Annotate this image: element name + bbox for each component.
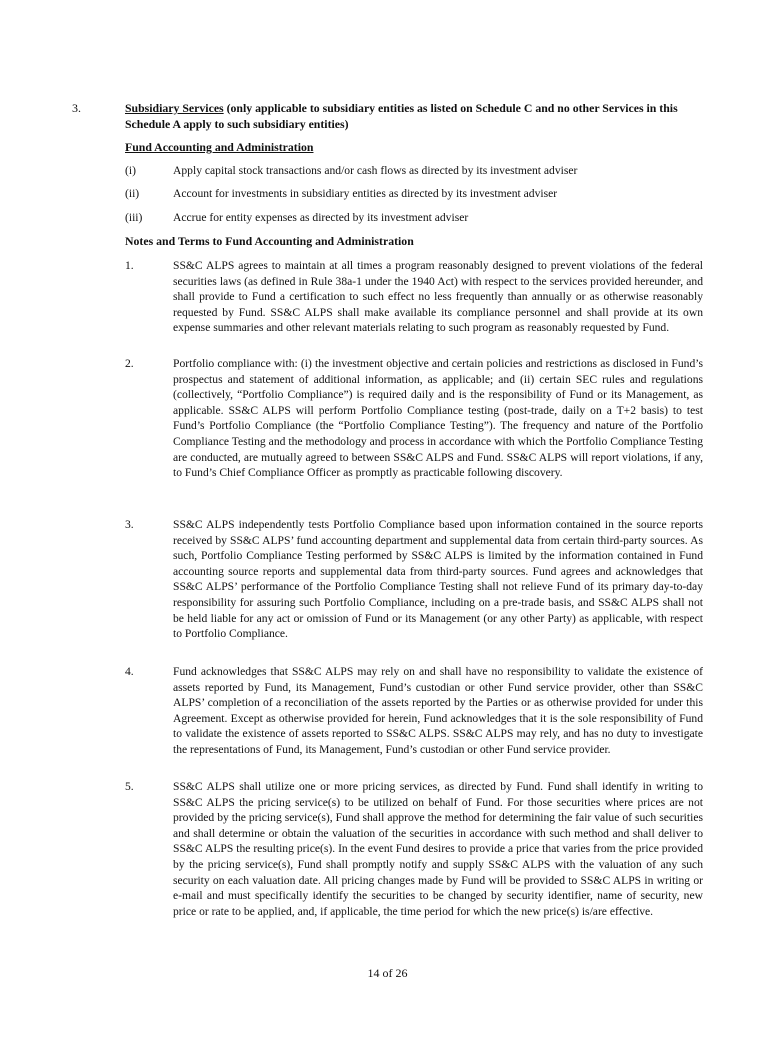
fund-accounting-heading: Fund Accounting and Administration bbox=[125, 140, 314, 154]
note-number: 1. bbox=[125, 259, 134, 272]
list-item-label: (iii) bbox=[125, 211, 143, 224]
list-item-text: Apply capital stock transactions and/or cash flows as directed by its investment adviser bbox=[173, 164, 578, 177]
section-title: Subsidiary Services bbox=[125, 101, 224, 115]
section-title-note: (only applicable to subsidiary entities as listed on Schedule C and no other Services in this Schedule A apply to such subsidiary entities) bbox=[125, 101, 678, 131]
notes-heading: Notes and Terms to Fund Accounting and Administration bbox=[125, 234, 414, 248]
note-number: 2. bbox=[125, 357, 134, 370]
section-heading bbox=[125, 101, 705, 132]
list-item-label: (ii) bbox=[125, 187, 140, 200]
page-number: 14 of 26 bbox=[367, 966, 408, 980]
note-number: 5. bbox=[125, 780, 134, 793]
note-text: SS&C ALPS shall utilize one or more pricing services, as directed by Fund. Fund shall identify in writing to SS&C ALPS the pricing service(s) to be utilized on behalf of Fund. For those securities where prices are not provided by the pricing service(s), Fund shall approve the method for determining the fair value of such securities and shall determine or obtain the valuation of the securities in accordance with such method and shall deliver to SS&C ALPS the resulting price(s). In the event Fund desires to provide a price that varies from the price provided by the pricing service(s), Fund shall promptly notify and supply SS&C ALPS with the valuation of any such security on each valuation date. All pricing changes made by Fund will be provided to SS&C ALPS in writing or e-mail and must specifically identify the securities to be changed by security identifier, name of security, new price or rate to be applied, and, if applicable, the time period for which the new price(s) is/are effective. bbox=[173, 780, 703, 918]
note-text: SS&C ALPS independently tests Portfolio Compliance based upon information contained in the source reports received by SS&C ALPS’ fund accounting department and supplemental data from certain third-party sources. As such, Portfolio Compliance Testing performed by SS&C ALPS is limited by the information contained in Fund accounting source reports and supplemental data from third-party sources. Fund agrees and acknowledges that SS&C ALPS’ performance of the Portfolio Compliance Testing shall not relieve Fund of its primary day-to-day responsibility for assuring such Portfolio Compliance, including on a pre-trade basis, and SS&C ALPS shall not be held liable for any act or omission of Fund or its Management (or any other Party) as applicable, with respect to Portfolio Compliance. bbox=[173, 518, 703, 641]
section-number: 3. bbox=[72, 101, 81, 115]
note-number: 4. bbox=[125, 665, 134, 678]
note-number: 3. bbox=[125, 518, 134, 531]
list-item-text: Accrue for entity expenses as directed by its investment adviser bbox=[173, 211, 469, 224]
note-text: SS&C ALPS agrees to maintain at all times a program reasonably designed to prevent violations of the federal securities laws (as defined in Rule 38a-1 under the 1940 Act) with respect to the services provided hereunder, and shall provide to Fund a certification to such effect no less frequently than annually or as otherwise reasonably requested by Fund. SS&C ALPS shall make available its compliance personnel and shall provide at its own expense summaries and other relevant materials relating to such program as reasonably requested by Fund. bbox=[173, 259, 703, 335]
list-item-text: Account for investments in subsidiary entities as directed by its investment adviser bbox=[173, 187, 558, 200]
note-text: Fund acknowledges that SS&C ALPS may rely on and shall have no responsibility to validate the existence of assets reported by Fund, its Management, Fund’s custodian or other Fund service provider, other than SS&C ALPS’ completion of a reconciliation of the assets reported by the Parties or as otherwise provided for under this Agreement. Except as otherwise provided for herein, Fund acknowledges that it is the sole responsibility of Fund to validate the existence of assets reported to SS&C ALPS. SS&C ALPS may rely, and has no duty to investigate the representations of Fund, its Management, Fund’s custodian or other Fund service provider. bbox=[173, 665, 703, 756]
note-text: Portfolio compliance with: (i) the investment objective and certain policies and restrictions as disclosed in Fund’s prospectus and statement of additional information, as applicable; and (ii) certain SEC rules and regulations (collectively, “Portfolio Compliance”) is required daily and is the responsibility of Fund or its Management, as applicable. SS&C ALPS will perform Portfolio Compliance testing (post-trade, daily on a T+2 basis) to test Fund’s Portfolio Compliance (the “Portfolio Compliance Testing”). The frequency and nature of the Portfolio Compliance Testing and the methodology and process in accordance with which the Portfolio Compliance Testing are conducted, are mutually agreed to between SS&C ALPS and Fund. SS&C ALPS will report violations, if any, to Fund’s Chief Compliance Officer as promptly as practicable following discovery. bbox=[173, 357, 703, 480]
list-item-label: (i) bbox=[125, 164, 136, 177]
